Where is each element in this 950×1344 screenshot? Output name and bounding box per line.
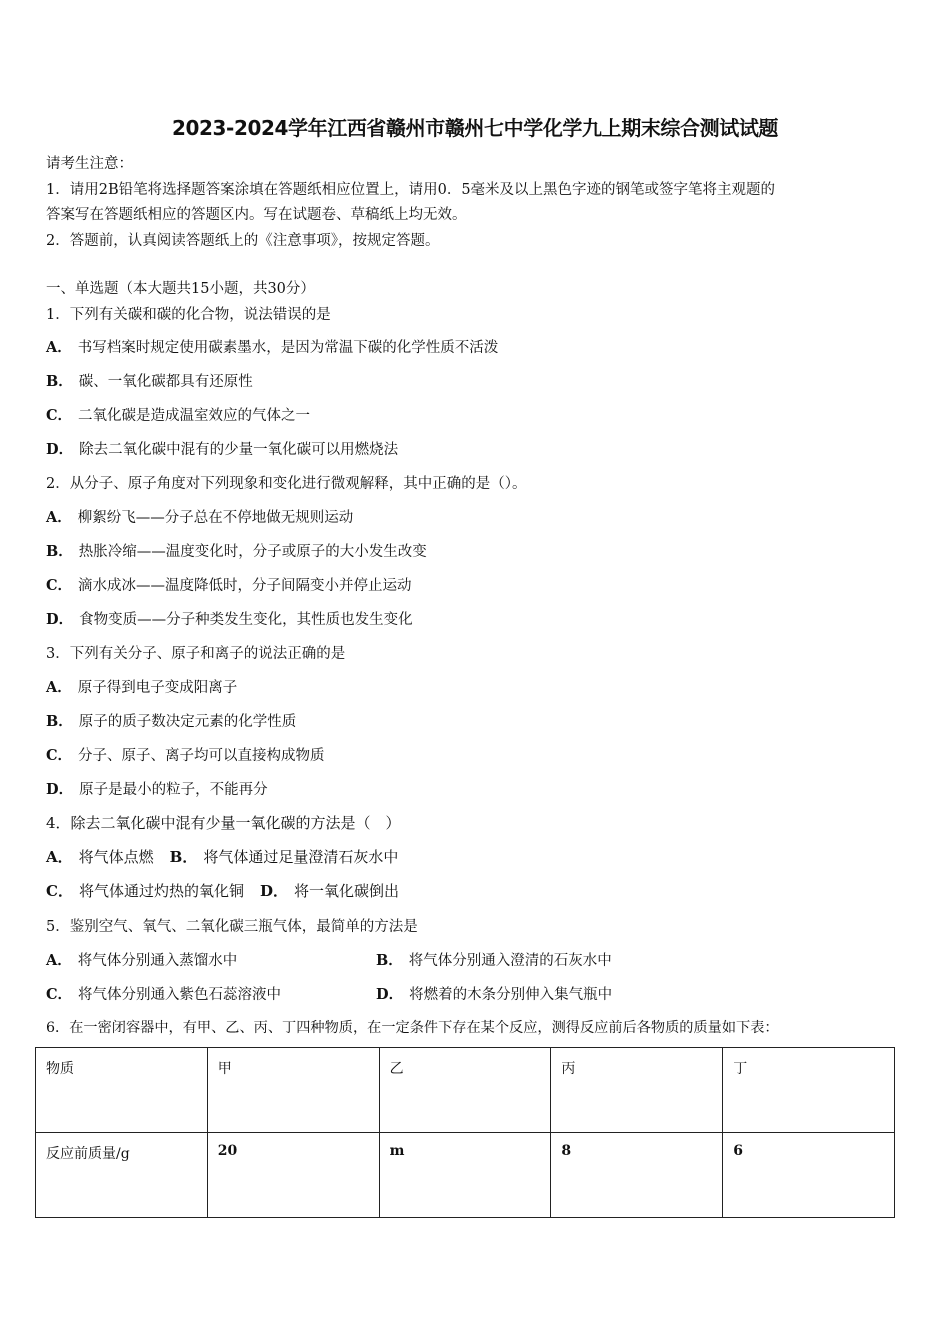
option-label: C． [46, 407, 73, 424]
question-stem: 4．除去二氧化碳中混有少量一氧化碳的方法是（ ） [46, 814, 401, 832]
question-stem: 2．从分子、原子角度对下列现象和变化进行微观解释，其中正确的是（）。 [46, 476, 527, 492]
option-text: 将燃着的木条分别伸入集气瓶中 [409, 987, 613, 1003]
table-header-cell: 乙 [379, 1048, 551, 1133]
option-label: A． [46, 679, 72, 696]
table-row [36, 1048, 895, 1133]
option-text: 将气体分别通入蒸馏水中 [77, 953, 238, 969]
option-row [46, 744, 325, 765]
table-row [36, 1133, 895, 1218]
option-text: 将气体分别通入澄清的石灰水中 [408, 953, 612, 969]
option-text: 将气体分别通入紫色石蕊溶液中 [78, 987, 282, 1003]
option-label: D． [376, 986, 404, 1003]
option-text: 分子、原子、离子均可以直接构成物质 [78, 748, 325, 764]
question-stem: 3．下列有关分子、原子和离子的说法正确的是 [46, 646, 346, 662]
option-row [46, 846, 398, 867]
option-row [376, 949, 612, 970]
table-header-cell: 物质 [36, 1048, 208, 1133]
option-text: 二氧化碳是造成温室效应的气体之一 [78, 408, 311, 424]
notice-item: 2．答题前，认真阅读答题纸上的《注意事项》，按规定答题。 [46, 233, 440, 249]
option-label: B． [46, 373, 73, 390]
table-cell: 20 [207, 1133, 379, 1218]
option-label: B． [46, 543, 73, 560]
table-header-cell: 甲 [207, 1048, 379, 1133]
option-text: 原子得到电子变成阳离子 [77, 680, 238, 696]
page-title: 2023-2024学年江西省赣州市赣州七中学化学九上期末综合测试试题 [171, 116, 779, 140]
table-cell: m [379, 1133, 551, 1218]
option-label: C． [46, 747, 73, 764]
option-label: A． [46, 509, 72, 526]
table-header-cell: 丁 [723, 1048, 895, 1133]
table-cell: 8 [551, 1133, 723, 1218]
option-text: 食物变质——分子种类发生变化，其性质也发生变化 [79, 612, 413, 628]
section-heading: 一、单选题（本大题共15小题，共30分） [46, 281, 315, 297]
option-text: 滴水成冰——温度降低时，分子间隔变小并停止运动 [78, 578, 412, 594]
option-label: B． [46, 713, 73, 730]
option-row [46, 438, 398, 459]
option-row [46, 710, 296, 731]
option-label: D． [46, 781, 74, 798]
option-text: 碳、一氧化碳都具有还原性 [78, 374, 253, 390]
option-label: A． [46, 848, 73, 866]
option-text: 原子是最小的粒子，不能再分 [79, 782, 268, 798]
option-row [46, 574, 412, 595]
option-row [46, 370, 253, 391]
option-text: 将气体通过灼热的氧化铜 [78, 882, 244, 900]
option-text: 书写档案时规定使用碳素墨水，是因为常温下碳的化学性质不活泼 [77, 340, 499, 356]
option-row [46, 778, 268, 799]
option-text: 柳絮纷飞——分子总在不停地做无规则运动 [77, 510, 354, 526]
question-stem: 5．鉴别空气、氧气、二氧化碳三瓶气体，最简单的方法是 [46, 919, 418, 935]
option-text: 热胀冷缩——温度变化时，分子或原子的大小发生改变 [78, 544, 427, 560]
option-text: 将气体点燃 [78, 848, 154, 866]
option-text: 除去二氧化碳中混有的少量一氧化碳可以用燃烧法 [79, 442, 399, 458]
option-label: D． [46, 611, 74, 628]
option-row [46, 336, 498, 357]
option-label: D． [46, 441, 74, 458]
question-stem: 1．下列有关碳和碳的化合物，说法错误的是 [46, 307, 331, 323]
option-row [46, 949, 237, 970]
option-row [46, 983, 281, 1004]
option-label: C． [46, 577, 73, 594]
option-label: D． [259, 882, 288, 900]
option-row [46, 540, 427, 561]
option-row [376, 983, 612, 1004]
option-label: A． [46, 339, 72, 356]
option-label: C． [46, 882, 73, 900]
option-row [46, 404, 310, 425]
notice-item: 1．请用2B铅笔将选择题答案涂填在答题纸相应位置上，请用0．5毫米及以上黑色字迹的钢笔或签字笔将主观题的 [46, 182, 776, 198]
notice-heading: 请考生注意： [46, 156, 133, 172]
option-label: B． [169, 848, 198, 866]
mass-table [35, 1047, 895, 1218]
option-label: A． [46, 952, 72, 969]
option-text: 将气体通过足量澄清石灰水中 [203, 848, 399, 866]
question-stem: 6．在一密闭容器中，有甲、乙、丙、丁四种物质，在一定条件下存在某个反应，测得反应前后各物质的质量如下表： [46, 1020, 779, 1036]
option-row [46, 506, 353, 527]
table-header-cell: 丙 [551, 1048, 723, 1133]
table-cell: 反应前质量/g [36, 1133, 208, 1218]
option-row [46, 676, 237, 697]
option-row [46, 880, 399, 901]
notice-item: 答案写在答题纸相应的答题区内。写在试题卷、草稿纸上均无效。 [46, 207, 467, 223]
option-text: 原子的质子数决定元素的化学性质 [78, 714, 297, 730]
option-text: 将一氧化碳倒出 [293, 882, 399, 900]
table-cell: 6 [723, 1133, 895, 1218]
option-label: B． [376, 952, 403, 969]
option-row [46, 608, 413, 629]
option-label: C． [46, 986, 73, 1003]
